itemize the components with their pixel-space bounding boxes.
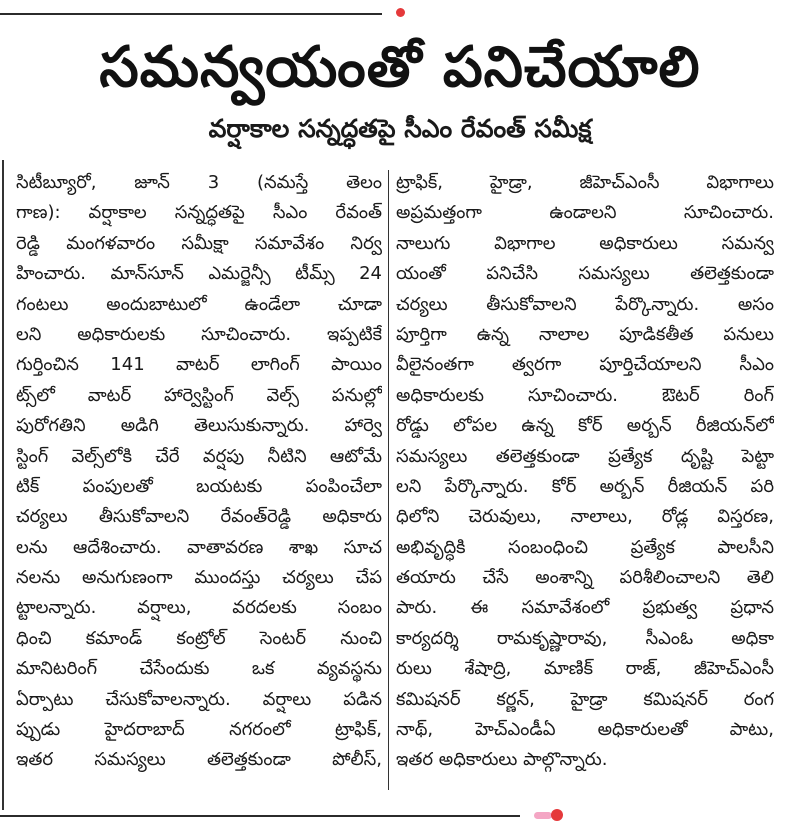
text-line: కమిషనర్ కర్ణన్, హైడ్రా కమిషనర్ రంగ <box>396 688 774 710</box>
text-line: మానిటరింగ్ చేసేందుకు ఒక వ్యవస్థను <box>16 658 382 680</box>
text-line: గాణ): వర్షాకాల సన్నద్ధతపై సీఎం రేవంత్ <box>16 202 382 224</box>
text-line: చర్యలు తీసుకోవాలని పేర్కొన్నారు. అసం <box>396 293 774 315</box>
text-line: నాథ్, హెచ్‌ఎండీఏ అధికారులతో పాటు, <box>396 719 774 741</box>
text-line: లను ఆదేశించారు. వాతావరణ శాఖ సూచ <box>16 536 382 558</box>
text-line: నాలుగు విభాగాల అధికారులు సమన్వ <box>396 232 774 254</box>
text-line: ట్టాలన్నారు. వర్షాలు, వరదలకు సంబం <box>16 597 382 619</box>
text-line: పారు. ఈ సమావేశంలో ప్రభుత్వ ప్రధాన <box>396 597 774 619</box>
text-line: ప్పుడు హైదరాబాద్ నగరంలో ట్రాఫిక్, <box>16 719 382 741</box>
text-line: స్టింగ్ వెల్స్‌లోకి చేరే వర్షపు నీటిని ఆటోమే <box>16 445 382 467</box>
column-divider <box>388 170 389 790</box>
text-line: గుర్తించిన 141 వాటర్ లాగింగ్ పాయిం <box>16 354 382 376</box>
text-line: టిక్ పంపులతో బయటకు పంపించేలా <box>16 475 382 497</box>
text-line: ట్రాఫిక్, హైడ్రా, జీహెచ్‌ఎంసీ విభాగాలు <box>396 172 774 193</box>
text-line: చర్యలు తీసుకోవాలని రేవంత్‌రెడ్డి అధికారు <box>16 506 382 528</box>
top-accent-dot <box>396 8 405 17</box>
text-line: లని పేర్కొన్నారు. కోర్ అర్బన్ రీజియన్ పరి <box>396 475 774 497</box>
text-line: ధిలోని చెరువులు, నాలాలు, రోడ్ల విస్తరణ, <box>396 506 774 528</box>
article-right-column <box>396 168 774 776</box>
text-line: అప్రమత్తంగా ఉండాలని సూచించారు. <box>396 202 774 224</box>
text-line: సమస్యలు తలెత్తకుండా ప్రత్యేక దృష్టి పెట్టా <box>396 445 774 467</box>
text-line: హించారు. మాన్‌సూన్ ఎమర్జెన్సీ టీమ్స్ 24 <box>16 263 382 285</box>
left-border-rule <box>2 160 4 810</box>
text-line: గంటలు అందుబాటులో ఉండేలా చూడా <box>16 293 382 315</box>
text-line: రులు శేషాద్రి, మాణిక్ రాజ్, జీహెచ్‌ఎంసీ <box>396 658 774 680</box>
top-rule <box>0 13 382 15</box>
text-line: ఇతర సమస్యలు తలెత్తకుండా పోలీస్, <box>16 749 382 771</box>
text-line: పూర్తిగా ఉన్న నాలాల పూడికతీత పనులు <box>396 323 774 345</box>
bottom-rule <box>0 815 520 817</box>
text-line: సిటీబ్యూరో, జూన్ 3 (నమస్తే తెలం <box>16 172 382 193</box>
article-left-column <box>16 168 382 776</box>
headline: సమన్వయంతో పనిచేయాలి <box>99 35 701 100</box>
bottom-accent-dot <box>551 809 563 821</box>
text-line: రెడ్డి మంగళవారం సమీక్షా సమావేశం నిర్వ <box>16 232 382 254</box>
text-line: రోడ్డు లోపల ఉన్న కోర్ అర్బన్ రీజియన్‌లో <box>396 415 774 437</box>
text-line: లని అధికారులకు సూచించారు. ఇప్పటికే <box>16 323 382 345</box>
text-line: పురోగతిని అడిగి తెలుసుకున్నారు. హార్వె <box>16 415 382 437</box>
subheadline: వర్షాకాల సన్నద్ధతపై సీఎం రేవంత్ సమీక్ష <box>208 114 592 143</box>
text-line: కార్యదర్శి రామకృష్ణారావు, సీఎంఓ అధికా <box>396 627 774 649</box>
text-line: యంతో పనిచేసి సమస్యలు తలెత్తకుండా <box>396 263 774 285</box>
bottom-accent-bar <box>534 812 552 819</box>
text-line: అభివృద్ధికి సంబంధించి ప్రత్యేక పాలసీని <box>396 536 774 558</box>
text-line: ఇతర అధికారులు పాల్గొన్నారు. <box>396 749 608 771</box>
text-line: తయారు చేసే అంశాన్ని పరిశీలించాలని తెలి <box>396 567 774 589</box>
text-line: ఏర్పాటు చేసుకోవాలన్నారు. వర్షాలు పడిన <box>16 688 382 710</box>
text-line: వీలైనంతగా త్వరగా పూర్తిచేయాలని సీఎం <box>396 354 774 376</box>
text-line: ట్స్‌లో వాటర్ హార్వెస్టింగ్ వెల్స్ పనుల్లో <box>16 384 382 406</box>
text-line: నలను అనుగుణంగా ముందస్తు చర్యలు చేప <box>16 567 382 589</box>
text-line: అధికారులకు సూచించారు. ఔటర్ రింగ్ <box>396 384 774 406</box>
text-line: ధించి కమాండ్ కంట్రోల్ సెంటర్ నుంచి <box>16 627 382 649</box>
